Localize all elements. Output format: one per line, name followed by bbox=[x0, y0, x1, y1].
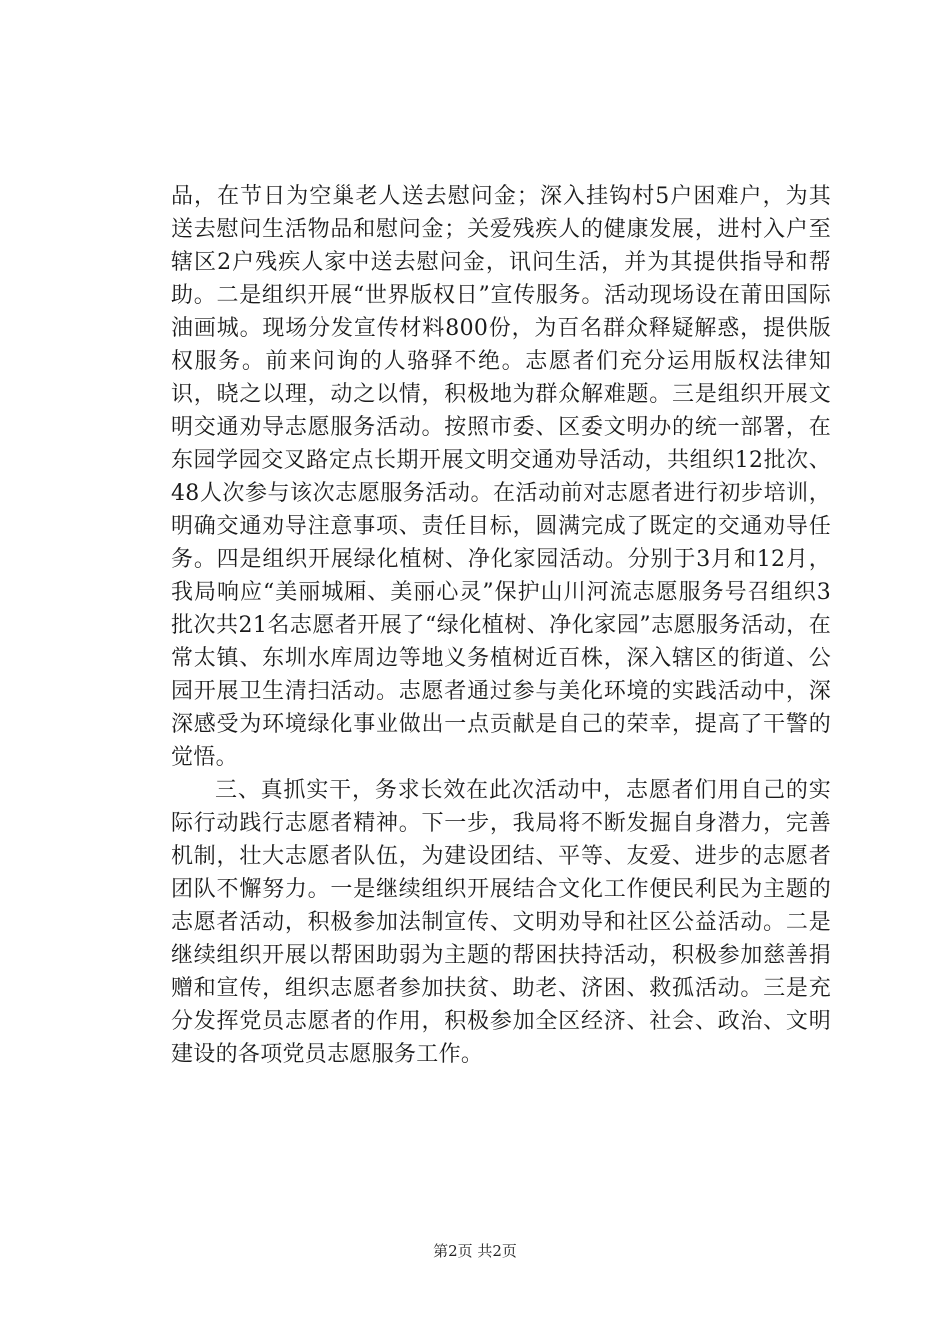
document-body bbox=[171, 180, 831, 1071]
paragraph-section-three: 三、真抓实干，务求长效在此次活动中，志愿者们用自己的实际行动践行志愿者精神。下一步，我局将不断发掘自身潜力，完善机制，壮大志愿者队伍，为建设团结、平等、友爱、进步的志愿者团队不懈努力。一是继续组织开展结合文化工作便民利民为主题的志愿者活动，积极参加法制宣传、文明劝导和社区公益活动。二是继续组织开展以帮困助弱为主题的帮困扶持活动，积极参加慈善捐赠和宣传，组织志愿者参加扶贫、助老、济困、救孤活动。三是充分发挥党员志愿者的作用，积极参加全区经济、社会、政治、文明建设的各项党员志愿服务工作。 bbox=[171, 778, 831, 1067]
page-footer: 第2页 共2页 bbox=[433, 1242, 517, 1260]
paragraph-continuation: 品，在节日为空巢老人送去慰问金；深入挂钩村5户困难户，为其送去慰问生活物品和慰问金；关爱残疾人的健康发展，进村入户至辖区2户残疾人家中送去慰问金，讯问生活，并为其提供指导和帮助。二是组织开展“世界版权日”宣传服务。活动现场设在莆田国际油画城。现场分发宣传材料800份，为百名群众释疑解惑，提供版权服务。前来问询的人骆驿不绝。志愿者们充分运用版权法律知识，晓之以理，动之以情，积极地为群众解难题。三是组织开展文明交通劝导志愿服务活动。按照市委、区委文明办的统一部署，在东园学园交叉路定点长期开展文明交通劝导活动，共组织12批次、48人次参与该次志愿服务活动。在活动前对志愿者进行初步培训，明确交通劝导注意事项、责任目标，圆满完成了既定的交通劝导任务。四是组织开展绿化植树、净化家园活动。分别于3月和12月，我局响应“美丽城厢、美丽心灵”保护山川河流志愿服务号召组织3批次共21名志愿者开展了“绿化植树、净化家园”志愿服务活动，在常太镇、东圳水库周边等地义务植树近百株，深入辖区的街道、公园开展卫生清扫活动。志愿者通过参与美化环境的实践活动中，深深感受为环境绿化事业做出一点贡献是自己的荣幸，提高了干警的觉悟。 bbox=[171, 184, 831, 770]
